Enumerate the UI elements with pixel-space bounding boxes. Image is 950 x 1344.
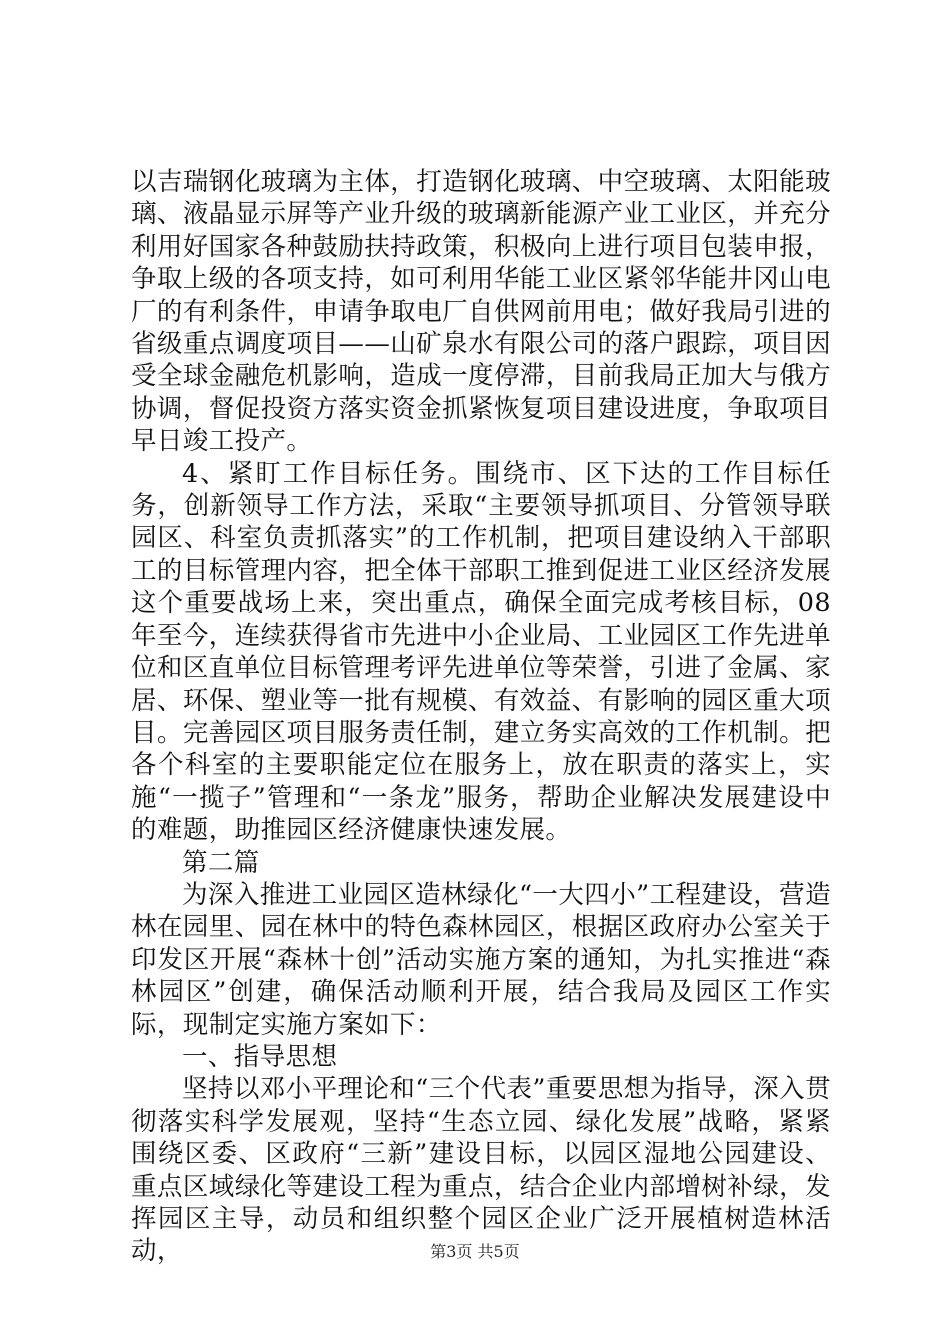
document-body [131, 166, 831, 1268]
paragraph-guiding-thought: 坚持以邓小平理论和“三个代表”重要思想为指导，深入贯彻落实科学发展观，坚持“生态立园、绿化发展”战略，紧紧围绕区委、区政府“三新”建设目标，以园区湿地公园建设、重点区域绿化等建设工程为重点，结合企业内部增树补绿，发挥园区主导，动员和组织整个园区企业广泛开展植树造林活动， [131, 1074, 831, 1267]
paragraph-intro: 为深入推进工业园区造林绿化“一大四小”工程建设，营造林在园里、园在林中的特色森林园区，根据区政府办公室关于印发区开展“森林十创”活动实施方案的通知，为扎实推进“森林园区”创建，确保活动顺利开展，结合我局及园区工作实际，现制定实施方案如下： [131, 879, 831, 1040]
section-heading-part-two: 第二篇 [182, 847, 260, 878]
section-heading-guiding-thought: 一、指导思想 [182, 1041, 338, 1072]
paragraph-item-4: 4、紧盯工作目标任务。围绕市、区下达的工作目标任务，创新领导工作方法，采取“主要领导抓项目、分管领导联园区、科室负责抓落实”的工作机制，把项目建设纳入干部职工的目标管理内容，把全体干部职工推到促进工业区经济发展这个重要战场上来，突出重点，确保全面完成考核目标，08年至今，连续获得省市先进中小企业局、工业园区工作先进单位和区直单位目标管理考评先进单位等荣誉，引进了金属、家居、环保、塑业等一批有规模、有效益、有影响的园区重大项目。完善园区项目服务责任制，建立务实高效的工作机制。把各个科室的主要职能定位在服务上，放在职责的落实上，实施“一揽子”管理和“一条龙”服务，帮助企业解决发展建设中的难题，助推园区经济健康快速发展。 [131, 458, 831, 846]
paragraph-continuation: 以吉瑞钢化玻璃为主体，打造钢化玻璃、中空玻璃、太阳能玻璃、液晶显示屏等产业升级的玻璃新能源产业工业区，并充分利用好国家各种鼓励扶持政策，积极向上进行项目包装申报，争取上级的各项支持，如可利用华能工业区紧邻华能井冈山电厂的有利条件，申请争取电厂自供网前用电；做好我局引进的省级重点调度项目——山矿泉水有限公司的落户跟踪，项目因受全球金融危机影响，造成一度停滞，目前我局正加大与俄方协调，督促投资方落实资金抓紧恢复项目建设进度，争取项目早日竣工投产。 [131, 167, 831, 457]
page-number-footer: 第3页 共5页 [430, 1242, 520, 1261]
